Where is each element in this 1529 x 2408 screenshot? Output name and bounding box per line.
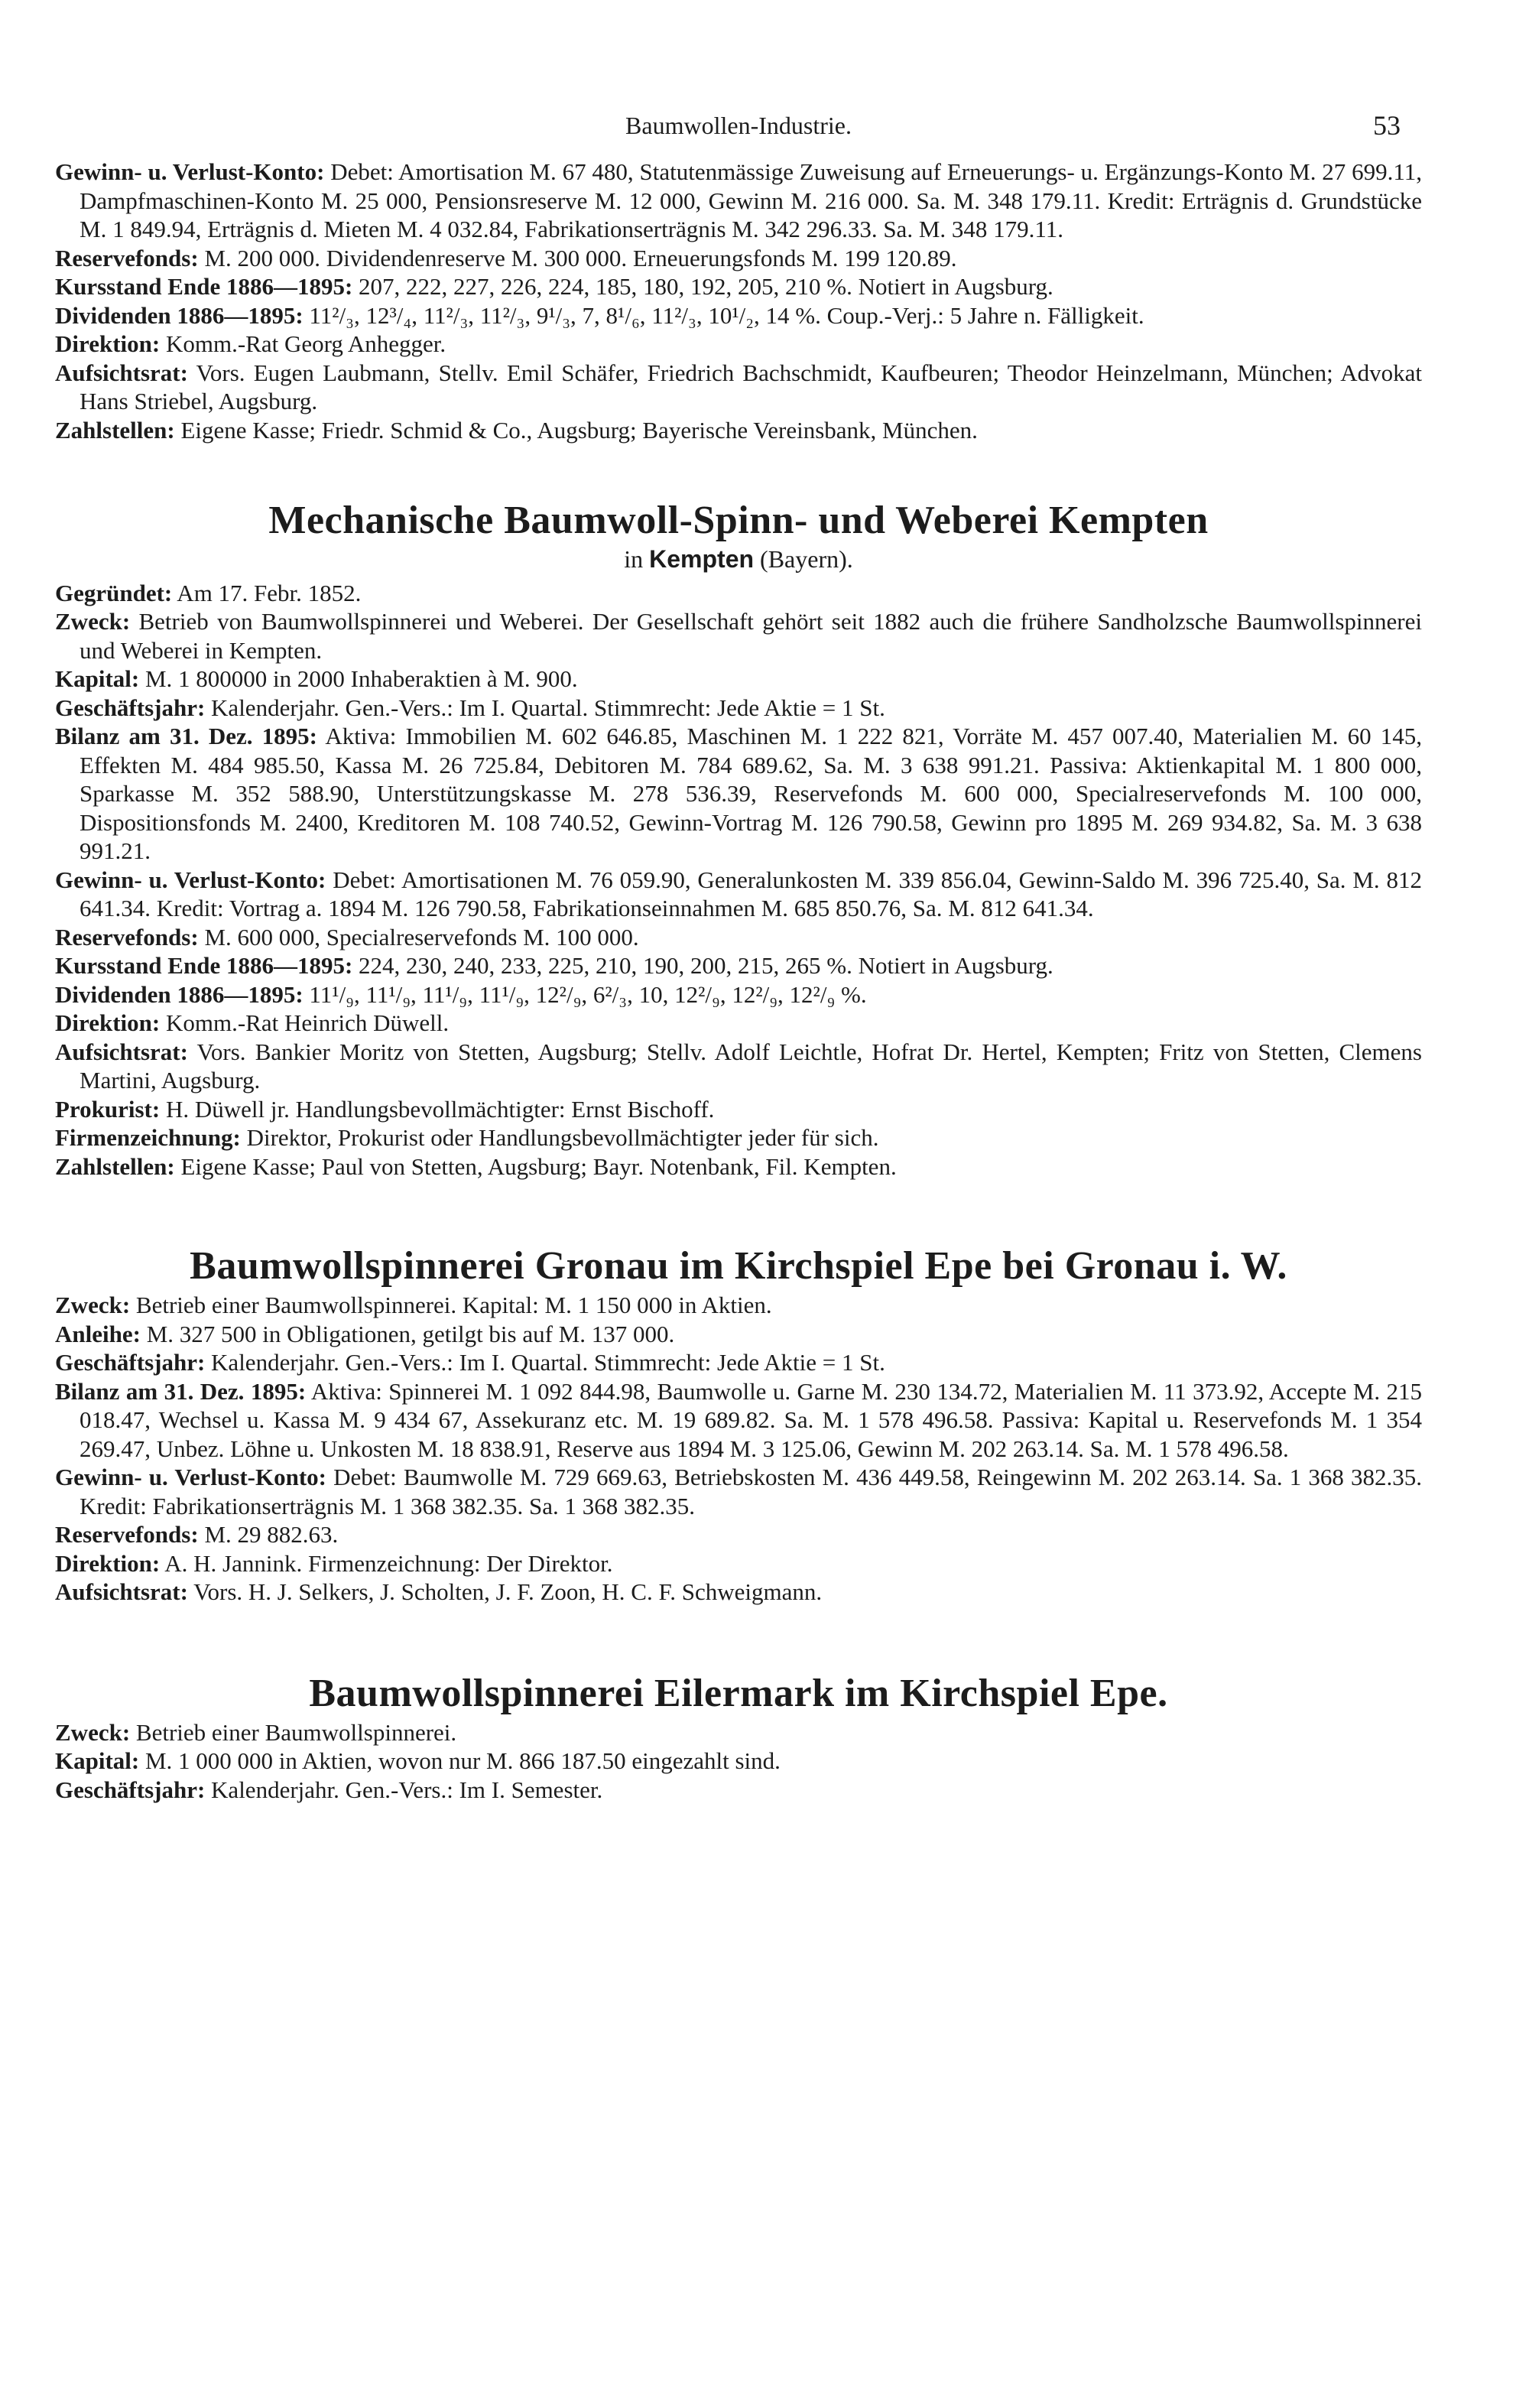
entry-label: Gewinn- u. Verlust-Konto: bbox=[55, 158, 325, 185]
entry-text: Debet: Amortisationen M. 76 059.90, Generalunkosten M. 339 856.04, Gewinn-Saldo M. 396 725.40, Sa. M. 812 641.34. Kredit: Vortrag a. 1894 M. 126 790.58, Fabrikationseinnahmen M. 685 850.76, Sa. M. 812 641.34. bbox=[80, 866, 1423, 921]
entry-text: Betrieb einer Baumwollspinnerei. bbox=[130, 1718, 457, 1746]
entry-text: M. 1 800000 in 2000 Inhaberaktien à M. 900. bbox=[139, 665, 578, 692]
entry-direktion bbox=[55, 330, 1422, 359]
entry-geschaeftsjahr bbox=[55, 1776, 1422, 1805]
entry-firmenzeichnung bbox=[55, 1123, 1422, 1152]
company-title: Baumwollspinnerei Eilermark im Kirchspiel Epe. bbox=[309, 1671, 1168, 1715]
entry-text: M. 200 000. Dividendenreserve M. 300 000. Erneuerungsfonds M. 199 120.89. bbox=[198, 244, 957, 271]
entry-label: Dividenden 1886—1895: bbox=[55, 301, 304, 329]
entry-label: Geschäftsjahr: bbox=[55, 694, 206, 721]
entry-label: Kapital: bbox=[55, 665, 140, 692]
company-gronau bbox=[55, 1242, 1422, 1607]
entry-text: Betrieb von Baumwollspinnerei und Weberei. Der Gesellschaft gehört seit 1882 auch die frühere Sandholzsche Baumwollspinnerei und Weberei in Kempten. bbox=[80, 608, 1422, 664]
entry-label: Aufsichtsrat: bbox=[55, 1038, 188, 1065]
entry-text: Betrieb einer Baumwollspinnerei. Kapital: M. 1 150 000 in Aktien. bbox=[130, 1292, 772, 1318]
entry-label: Zweck: bbox=[55, 608, 131, 635]
entry-reservefonds bbox=[55, 1520, 1422, 1549]
entry-zweck bbox=[55, 607, 1422, 665]
entry-label: Direktion: bbox=[55, 330, 161, 357]
entry-label: Bilanz am 31. Dez. 1895: bbox=[55, 1377, 307, 1405]
company-title: Baumwollspinnerei Gronau im Kirchspiel Epe bei Gronau i. W. bbox=[190, 1244, 1287, 1288]
entry-label: Zweck: bbox=[55, 1292, 131, 1318]
entry-label: Aufsichtsrat: bbox=[55, 1578, 188, 1605]
entry-gewinn-verlust bbox=[55, 1463, 1422, 1520]
company-location bbox=[55, 545, 1422, 574]
entry-text: Kalenderjahr. Gen.-Vers.: Im I. Semester. bbox=[205, 1776, 603, 1803]
location-city: Kempten bbox=[649, 545, 755, 573]
entry-text: Komm.-Rat Heinrich Düwell. bbox=[160, 1009, 450, 1036]
entry-label: Kursstand Ende 1886—1895: bbox=[55, 952, 353, 979]
entry-text: Aktiva: Immobilien M. 602 646.85, Maschinen M. 1 222 821, Vorräte M. 457 007.40, Materialien M. 60 145, Effekten M. 484 985.50, Kassa M. 26 725.84, Debitoren M. 784 689.62, Sa. M. 3 638 991.21. Passiva: Aktienkapital M. 1 800 000, Sparkasse M. 352 588.90, Unterstützungskasse M. 278 536.39, Reservefonds M. 600 000, Specialreservefonds M. 100 000, Dispositionsfonds M. 2400, Kreditoren M. 108 740.52, Gewinn-Vortrag M. 126 790.58, Gewinn pro 1895 M. 269 934.82, Sa. M. 3 638 991.21. bbox=[80, 723, 1422, 864]
entry-text: M. 600 000, Specialreservefonds M. 100 000. bbox=[198, 923, 639, 951]
entry-kursstand bbox=[55, 951, 1422, 980]
entry-label: Zahlstellen: bbox=[55, 1152, 175, 1180]
entry-text: Debet: Baumwolle M. 729 669.63, Betriebskosten M. 436 449.58, Reingewinn M. 202 263.14. Sa. 1 368 382.35. Kredit: Fabrikationserträgnis M. 1 368 382.35. Sa. 1 368 382.35. bbox=[80, 1464, 1423, 1519]
entry-text: 224, 230, 240, 233, 225, 210, 190, 200, 215, 265 %. Notiert in Augsburg. bbox=[352, 952, 1053, 979]
entry-text: Vors. Eugen Laubmann, Stellv. Emil Schäfer, Friedrich Bachschmidt, Kaufbeuren; Theodor Heinzelmann, München; Advokat Hans Striebel, Augsburg. bbox=[80, 359, 1422, 414]
entry-text: Komm.-Rat Georg Anhegger. bbox=[160, 330, 446, 357]
entry-reservefonds bbox=[55, 923, 1422, 952]
entry-label: Kursstand Ende 1886—1895: bbox=[55, 273, 353, 300]
entry-text: Eigene Kasse; Paul von Stetten, Augsburg; Bayr. Notenbank, Fil. Kempten. bbox=[174, 1152, 897, 1180]
entry-text: Vors. H. J. Selkers, J. Scholten, J. F. Zoon, H. C. F. Schweigmann. bbox=[187, 1578, 823, 1605]
entry-text: Debet: Amortisation M. 67 480, Statutenmässige Zuweisung auf Erneuerungs- u. Ergänzungs-Konto M. 27 699.11, Dampfmaschinen-Konto M. 25 000, Pensionsreserve M. 12 000, Gewinn M. 216 000. Sa. M. 348 179.11. Kredit: Erträgnis d. Grundstücke M. 1 849.94, Erträgnis d. Mieten M. 4 032.84, Fabrikationserträgnis M. 342 296.33. Sa. M. 348 179.11. bbox=[80, 158, 1422, 242]
entry-gewinn-verlust bbox=[55, 866, 1422, 923]
entry-text: M. 1 000 000 in Aktien, wovon nur M. 866 187.50 eingezahlt sind. bbox=[139, 1747, 781, 1774]
entry-kursstand bbox=[55, 272, 1422, 301]
entry-kapital bbox=[55, 665, 1422, 694]
entry-label: Direktion: bbox=[55, 1549, 161, 1577]
company-title: Mechanische Baumwoll-Spinn- und Weberei Kempten bbox=[268, 499, 1209, 542]
entry-text: H. Düwell jr. Handlungsbevollmächtigter: Ernst Bischoff. bbox=[160, 1095, 715, 1123]
entry-gegruendet bbox=[55, 579, 1422, 608]
entry-label: Prokurist: bbox=[55, 1095, 161, 1123]
entry-aufsichtsrat bbox=[55, 1038, 1422, 1095]
entry-dividenden bbox=[55, 980, 1422, 1009]
entry-label: Direktion: bbox=[55, 1009, 161, 1036]
entry-text: A. H. Jannink. Firmenzeichnung: Der Direktor. bbox=[160, 1549, 613, 1577]
entry-text: Vors. Bankier Moritz von Stetten, Augsburg; Stellv. Adolf Leichtle, Hofrat Dr. Hertel, Kempten; Fritz von Stetten, Clemens Martini, Augsburg. bbox=[80, 1038, 1422, 1094]
entry-label: Zahlstellen: bbox=[55, 416, 175, 444]
entry-direktion bbox=[55, 1549, 1422, 1578]
entry-dividenden bbox=[55, 301, 1422, 330]
entry-text: 11²/₃, 12³/₄, 11²/₃, 11²/₃, 9¹/₃, 7, 8¹/₆, 11²/₃, 10¹/₂, 14 %. Coup.-Verj.: 5 Jahre n. Fälligkeit. bbox=[303, 301, 1144, 329]
spacer bbox=[55, 1607, 1422, 1669]
entry-label: Geschäftsjahr: bbox=[55, 1776, 206, 1803]
entry-text: Eigene Kasse; Friedr. Schmid & Co., Augsburg; Bayerische Vereinsbank, München. bbox=[174, 416, 978, 444]
entry-text: Kalenderjahr. Gen.-Vers.: Im I. Quartal. Stimmrecht: Jede Aktie = 1 St. bbox=[205, 1349, 885, 1376]
entry-kapital bbox=[55, 1747, 1422, 1776]
spacer bbox=[55, 444, 1422, 496]
entry-text: Aktiva: Spinnerei M. 1 092 844.98, Baumwolle u. Garne M. 230 134.72, Materialien M. 11 373.92, Accepte M. 215 018.47, Wechsel u. Kassa M. 9 434 67, Assekuranz etc. M. 19 689.82. Sa. M. 1 578 496.58. Passiva: Kapital u. Reservefonds M. 1 354 269.47, Unbez. Löhne u. Unkosten M. 18 838.91, Reserve aus 1894 M. 3 125.06, Gewinn M. 202 263.14. Sa. M. 1 578 496.58. bbox=[80, 1377, 1422, 1462]
entry-label: Geschäftsjahr: bbox=[55, 1349, 206, 1376]
page-number: 53 bbox=[1373, 110, 1401, 141]
entry-zweck bbox=[55, 1291, 1422, 1320]
company-kempten bbox=[55, 496, 1422, 1181]
entry-zahlstellen bbox=[55, 416, 1422, 445]
entry-label: Zweck: bbox=[55, 1718, 131, 1746]
previous-company-section bbox=[55, 158, 1422, 444]
entry-label: Anleihe: bbox=[55, 1320, 141, 1347]
entry-anleihe bbox=[55, 1320, 1422, 1349]
entry-bilanz bbox=[55, 722, 1422, 866]
entry-gewinn-verlust bbox=[55, 158, 1422, 244]
entry-label: Gewinn- u. Verlust-Konto: bbox=[55, 1464, 326, 1490]
entry-zweck bbox=[55, 1718, 1422, 1747]
entry-label: Gewinn- u. Verlust-Konto: bbox=[55, 866, 326, 893]
entry-aufsichtsrat bbox=[55, 1578, 1422, 1607]
entry-label: Reservefonds: bbox=[55, 244, 199, 271]
running-title: Baumwollen-Industrie. bbox=[625, 112, 852, 139]
entry-label: Reservefonds: bbox=[55, 923, 199, 951]
entry-label: Firmenzeichnung: bbox=[55, 1124, 241, 1151]
entry-geschaeftsjahr bbox=[55, 1348, 1422, 1377]
entry-label: Aufsichtsrat: bbox=[55, 359, 188, 386]
entry-geschaeftsjahr bbox=[55, 694, 1422, 723]
location-prefix: in bbox=[624, 545, 650, 573]
running-header bbox=[55, 112, 1422, 158]
entry-aufsichtsrat bbox=[55, 359, 1422, 416]
entry-label: Dividenden 1886—1895: bbox=[55, 980, 304, 1008]
entry-bilanz bbox=[55, 1377, 1422, 1464]
entry-text: M. 327 500 in Obligationen, getilgt bis auf M. 137 000. bbox=[140, 1320, 675, 1347]
entry-direktion bbox=[55, 1009, 1422, 1038]
entry-text: 207, 222, 227, 226, 224, 185, 180, 192, 205, 210 %. Notiert in Augsburg. bbox=[352, 273, 1053, 300]
company-eilermark bbox=[55, 1669, 1422, 1805]
entry-text: M. 29 882.63. bbox=[198, 1521, 339, 1548]
entry-text: 11¹/₉, 11¹/₉, 11¹/₉, 11¹/₉, 12²/₉, 6²/₃, 10, 12²/₉, 12²/₉, 12²/₉ %. bbox=[303, 980, 867, 1008]
spacer bbox=[55, 1181, 1422, 1242]
entry-text: Direktor, Prokurist oder Handlungsbevollmächtigter jeder für sich. bbox=[240, 1124, 879, 1151]
entry-text: Kalenderjahr. Gen.-Vers.: Im I. Quartal. Stimmrecht: Jede Aktie = 1 St. bbox=[205, 694, 885, 721]
location-suffix: (Bayern). bbox=[754, 545, 853, 573]
entry-label: Bilanz am 31. Dez. 1895: bbox=[55, 723, 317, 749]
entry-text: Am 17. Febr. 1852. bbox=[172, 579, 362, 606]
entry-reservefonds bbox=[55, 244, 1422, 273]
entry-label: Gegründet: bbox=[55, 579, 173, 606]
entry-prokurist bbox=[55, 1095, 1422, 1124]
entry-label: Reservefonds: bbox=[55, 1521, 199, 1548]
entry-zahlstellen bbox=[55, 1152, 1422, 1181]
entry-label: Kapital: bbox=[55, 1747, 140, 1774]
